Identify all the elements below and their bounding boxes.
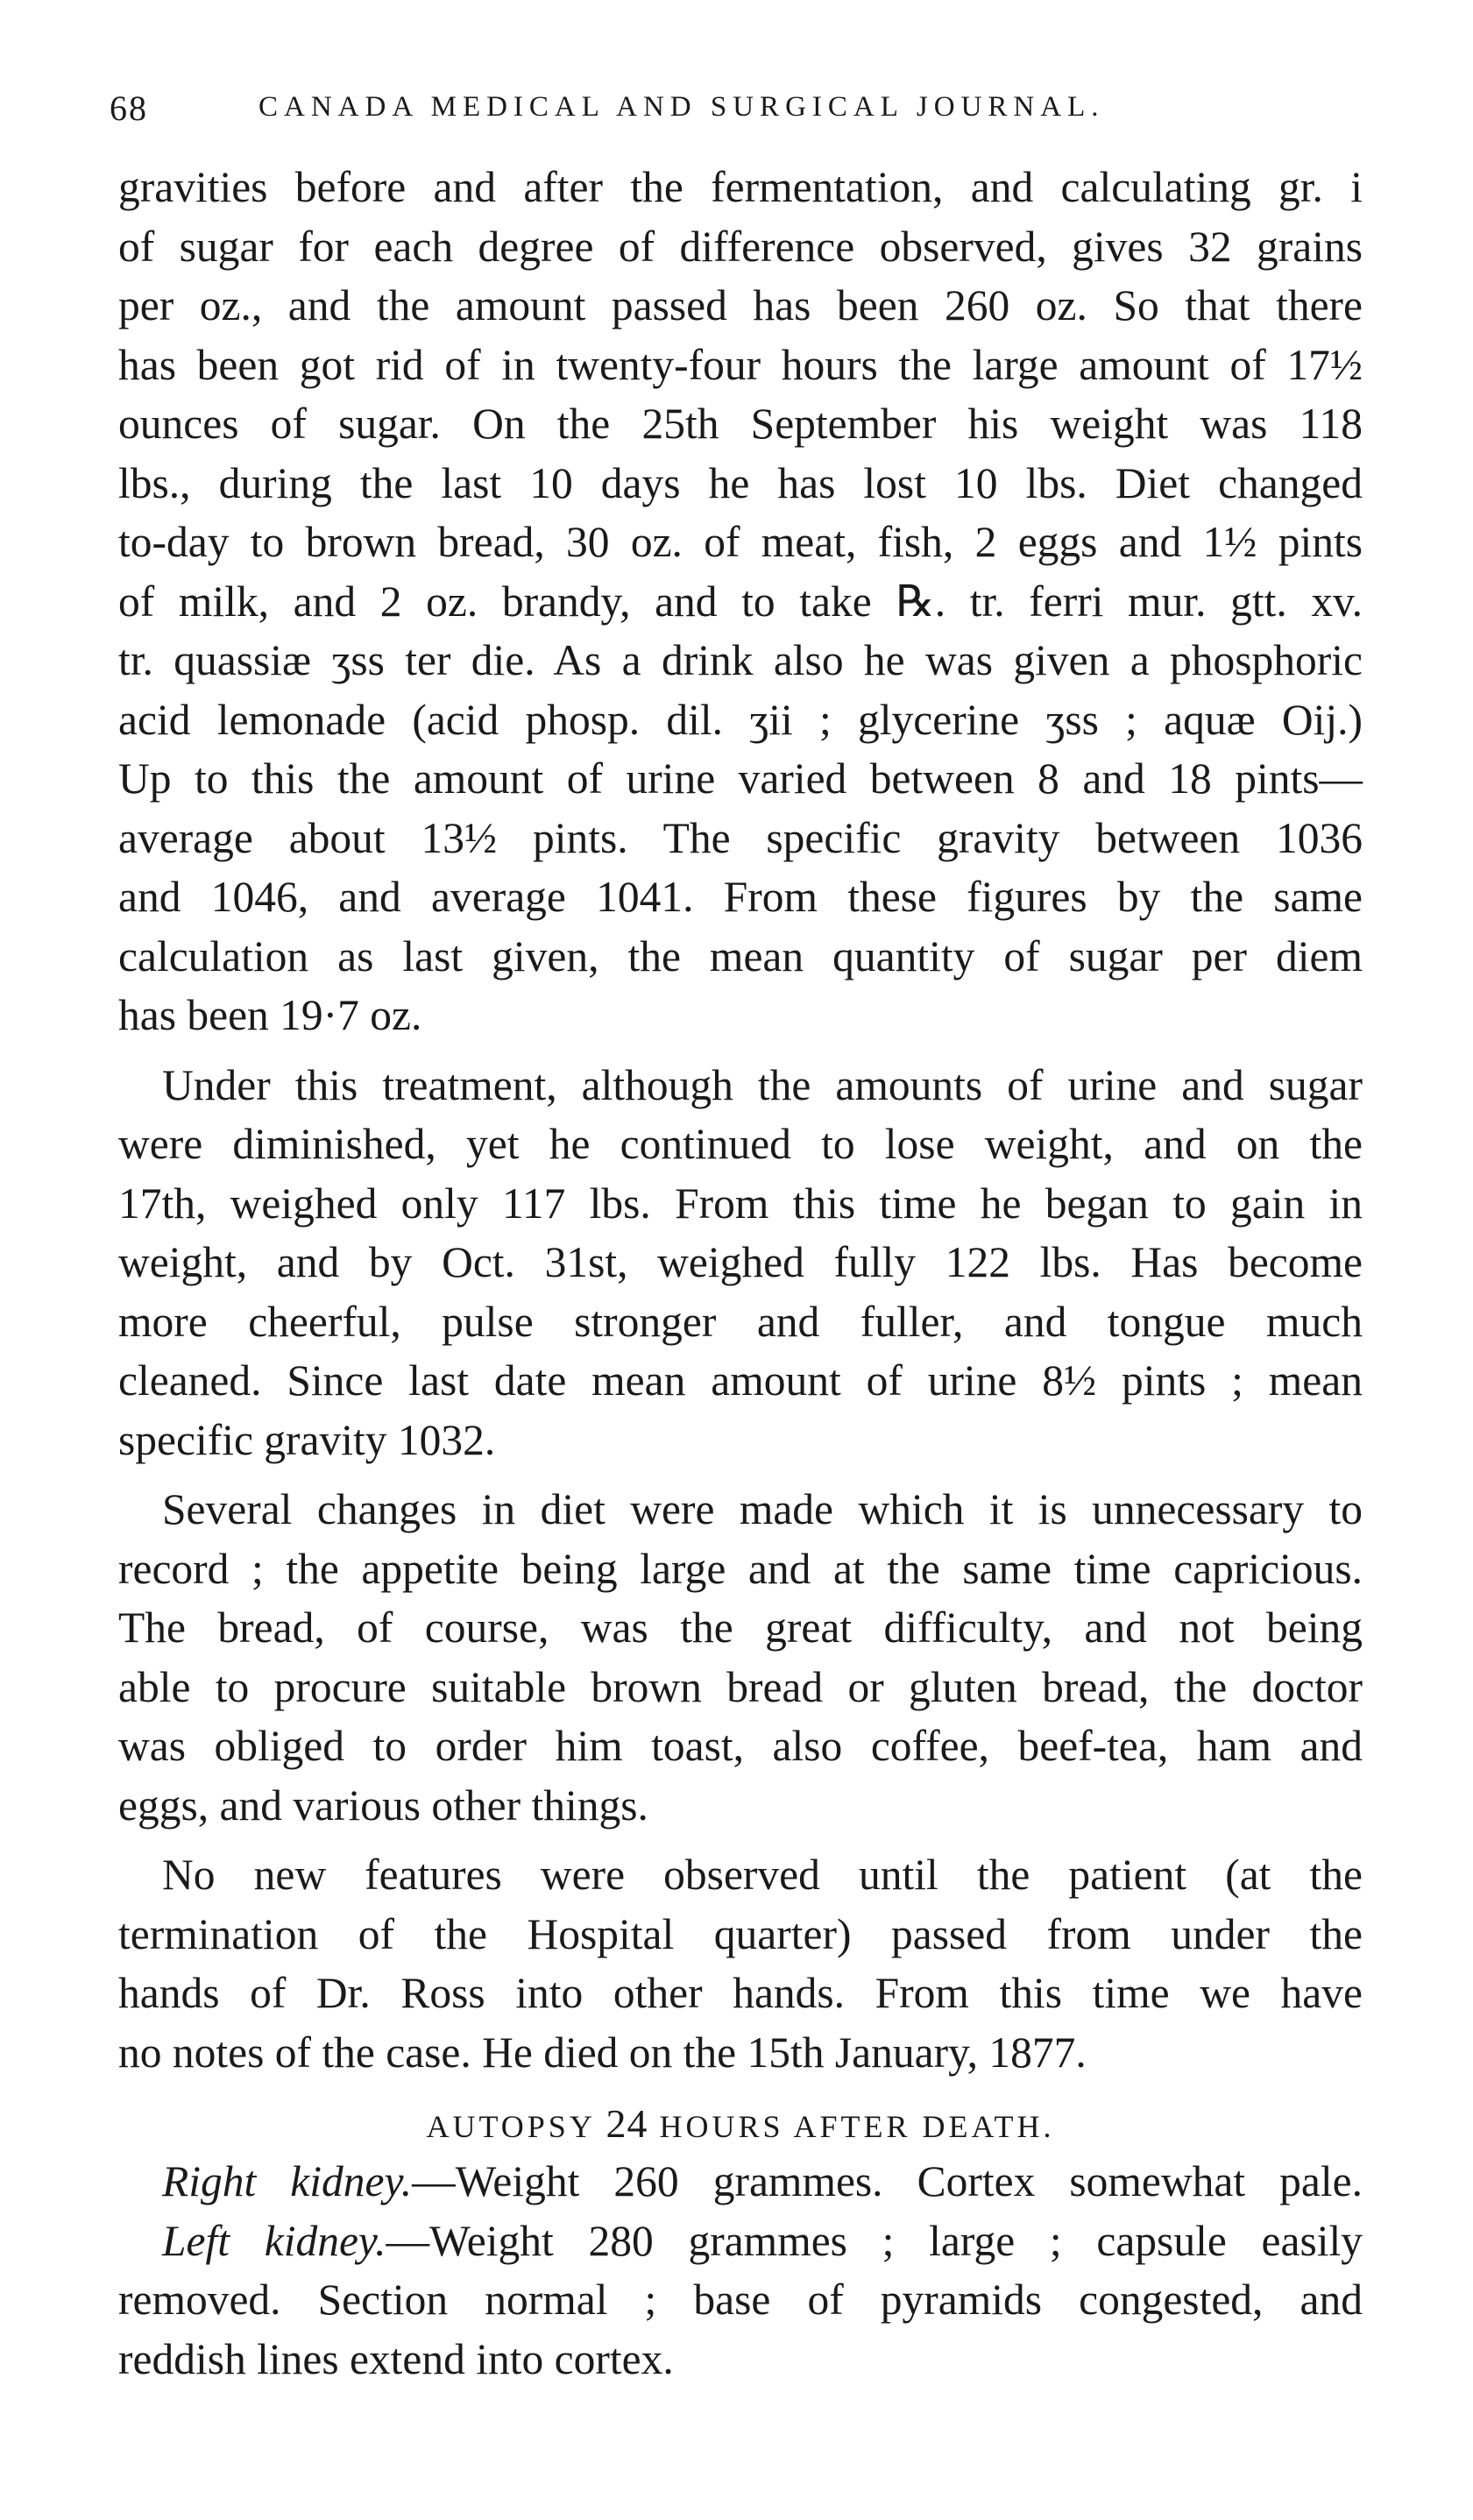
text-line: calculation as last given, the mean quantity of sugar per diem	[118, 931, 1363, 980]
text-line: able to procure suitable brown bread or gluten bread, the doctor	[118, 1662, 1363, 1711]
text-line: specific gravity 1032.	[118, 1415, 496, 1464]
text-line: to-day to brown bread, 30 oz. of meat, fish, 2 eggs and 1½ pints	[118, 518, 1363, 566]
paragraph-2	[118, 1056, 1363, 1470]
paragraph-3	[118, 1480, 1363, 1835]
text-line: no notes of the case. He died on the 15th January, 1877.	[118, 2028, 1087, 2077]
text-line: was obliged to order him toast, also coffee, beef-tea, ham and	[118, 1722, 1363, 1770]
text-line: No new features were observed until the patient (at the	[162, 1851, 1363, 1899]
right-kidney-text: —Weight 260 grammes. Cortex somewhat pale.	[412, 2157, 1363, 2205]
text-line: were diminished, yet he continued to lose weight, and on the	[118, 1120, 1363, 1168]
text-line: Several changes in diet were made which it is unnecessary to	[162, 1485, 1363, 1533]
text-line: more cheerful, pulse stronger and fuller, and tongue much	[118, 1297, 1363, 1346]
running-title: CANADA MEDICAL AND SURGICAL JOURNAL.	[258, 91, 1105, 123]
text-line: per oz., and the amount passed has been 260 oz. So that there	[118, 281, 1363, 329]
text-line: Up to this the amount of urine varied between 8 and 18 pints—	[118, 754, 1363, 803]
page-number: 68	[110, 88, 148, 128]
text-line: ounces of sugar. On the 25th September his weight was 118	[118, 400, 1363, 448]
text-line: cleaned. Since last date mean amount of urine 8½ pints ; mean	[118, 1356, 1363, 1405]
text-line: of sugar for each degree of difference observed, gives 32 grains	[118, 222, 1363, 271]
text-line: has been 19·7 oz.	[118, 991, 422, 1039]
text-line: has been got rid of in twenty-four hours the large amount of 17½	[118, 340, 1363, 389]
autopsy-findings	[118, 2152, 1363, 2389]
right-kidney-line	[118, 2152, 1363, 2212]
text-line: lbs., during the last 10 days he has lost 10 lbs. Diet changed	[118, 458, 1363, 507]
right-kidney-label: Right kidney.	[162, 2157, 413, 2205]
text-line: hands of Dr. Ross into other hands. From this time we have	[118, 1969, 1363, 2017]
body-text	[118, 158, 1363, 2389]
text-line: 17th, weighed only 117 lbs. From this time he began to gain in	[118, 1179, 1363, 1228]
text-line: The bread, of course, was the great difficulty, and not being	[118, 1603, 1363, 1652]
text-line: record ; the appetite being large and at the same time capricious.	[118, 1544, 1363, 1593]
autopsy-heading-suffix: HOURS AFTER DEATH.	[659, 2109, 1055, 2144]
page-header	[110, 88, 1363, 140]
text-line: average about 13½ pints. The specific gravity between 1036	[118, 813, 1363, 862]
text-line: of milk, and 2 oz. brandy, and to take ℞. tr. ferri mur. gtt. xv.	[118, 577, 1363, 626]
text-line: and 1046, and average 1041. From these figures by the same	[118, 873, 1363, 921]
autopsy-heading-number: 24	[605, 2101, 648, 2146]
autopsy-heading-prefix: AUTOPSY	[426, 2109, 595, 2144]
text-line: termination of the Hospital quarter) passed from under the	[118, 1909, 1363, 1958]
paragraph-4	[118, 1845, 1363, 2082]
text-line: removed. Section normal ; base of pyramids congested, and	[118, 2276, 1363, 2324]
left-kidney-line	[118, 2212, 1363, 2271]
text-line: Under this treatment, although the amounts of urine and sugar	[162, 1060, 1363, 1109]
text-line: gravities before and after the fermentation, and calculating gr. i	[118, 163, 1363, 211]
paragraph-1	[118, 158, 1363, 1045]
text-line: tr. quassiæ ʒss ter die. As a drink also he was given a phosphoric	[118, 636, 1363, 684]
text-line: acid lemonade (acid phosp. dil. ʒii ; glycerine ʒss ; aquæ Oij.)	[118, 695, 1363, 744]
left-kidney-label: Left kidney.	[162, 2216, 386, 2265]
left-kidney-text: —Weight 280 grammes ; large ; capsule easily	[386, 2216, 1363, 2265]
text-line: weight, and by Oct. 31st, weighed fully 122 lbs. Has become	[118, 1238, 1363, 1286]
autopsy-heading	[118, 2082, 1363, 2152]
text-line: reddish lines extend into cortex.	[118, 2334, 674, 2383]
text-line: eggs, and various other things.	[118, 1780, 648, 1830]
